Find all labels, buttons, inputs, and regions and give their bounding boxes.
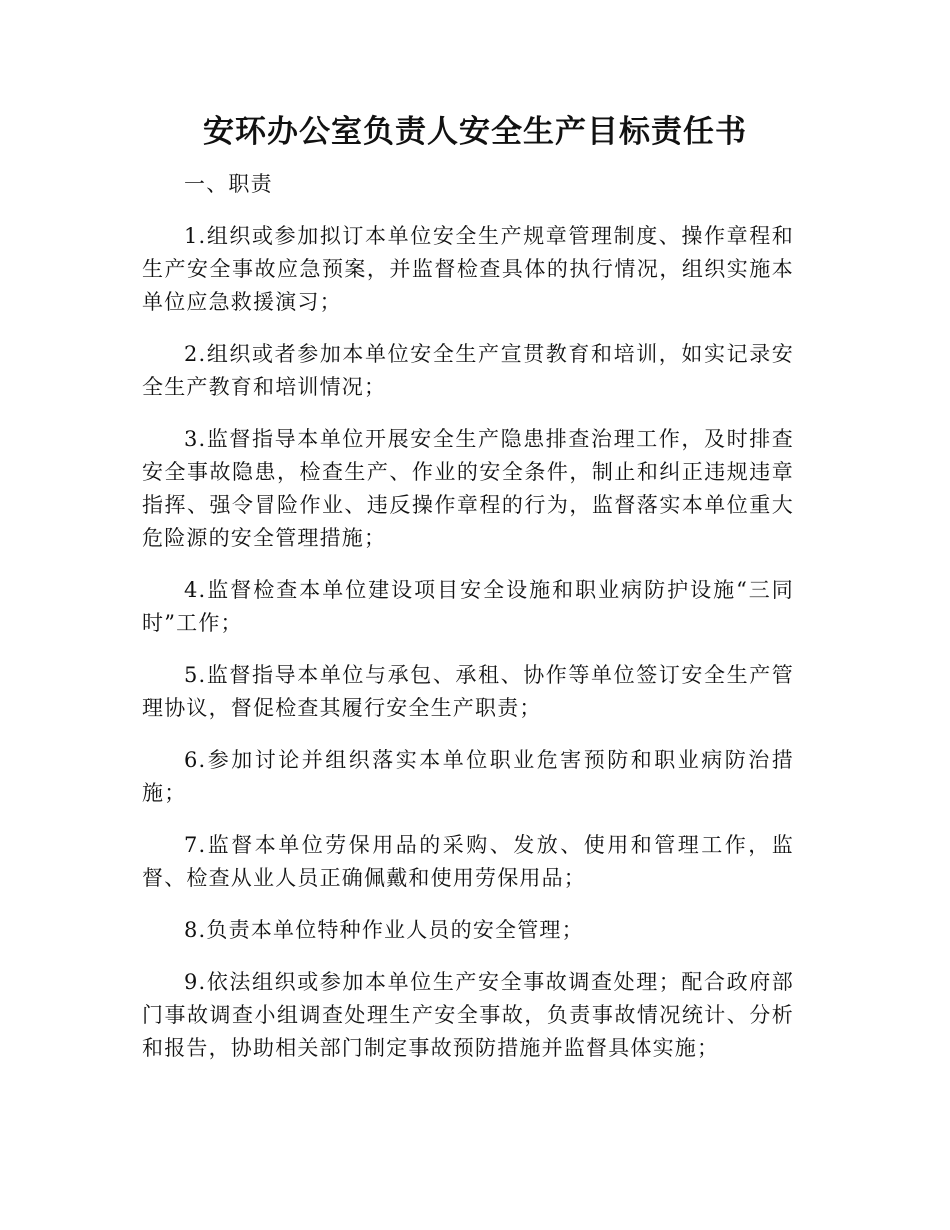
- duty-item-6: 6.参加讨论并组织落实本单位职业危害预防和职业病防治措施；: [142, 748, 794, 805]
- duty-item-4: 4.监督检查本单位建设项目安全设施和职业病防护设施“三同时”工作；: [142, 578, 794, 635]
- document-body: [142, 168, 794, 1084]
- duty-item-1: 1.组织或参加拟订本单位安全生产规章管理制度、操作章程和生产安全事故应急预案，并监督检查具体的执行情况，组织实施本单位应急救援演习；: [142, 224, 794, 314]
- document-title: 安环办公室负责人安全生产目标责任书: [203, 114, 747, 150]
- duty-item-7: 7.监督本单位劳保用品的采购、发放、使用和管理工作，监督、检查从业人员正确佩戴和使用劳保用品；: [142, 833, 794, 890]
- duty-item-9: 9.依法组织或参加本单位生产安全事故调查处理；配合政府部门事故调查小组调查处理生产安全事故，负责事故情况统计、分析和报告，协助相关部门制定事故预防措施并监督具体实施；: [142, 970, 794, 1060]
- section-heading: 一、职责: [184, 172, 273, 196]
- duty-item-2: 2.组织或者参加本单位安全生产宣贯教育和培训，如实记录安全生产教育和培训情况；: [142, 342, 794, 399]
- duty-item-5: 5.监督指导本单位与承包、承租、协作等单位签订安全生产管理协议，督促检查其履行安全生产职责；: [142, 663, 794, 720]
- duty-item-3: 3.监督指导本单位开展安全生产隐患排查治理工作，及时排查安全事故隐患，检查生产、作业的安全条件，制止和纠正违规违章指挥、强令冒险作业、违反操作章程的行为，监督落实本单位重大危险源的安全管理措施；: [142, 427, 794, 550]
- duty-item-8: 8.负责本单位特种作业人员的安全管理；: [184, 918, 584, 942]
